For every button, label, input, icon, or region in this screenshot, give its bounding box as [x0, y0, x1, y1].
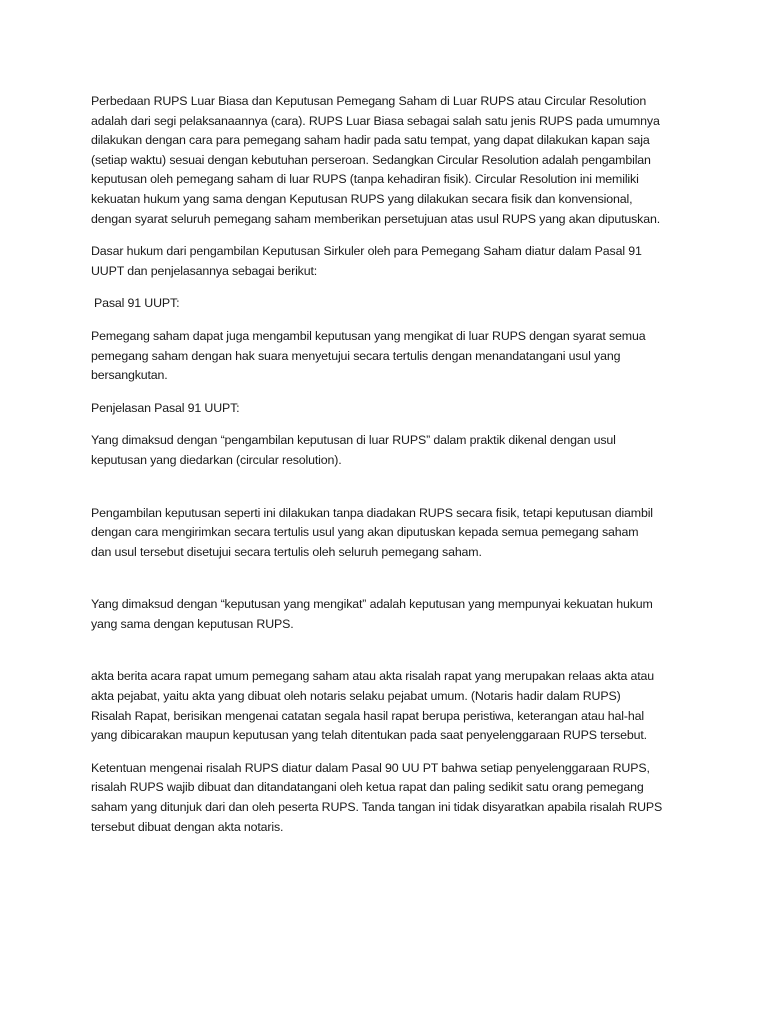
paragraph-decision-process: Pengambilan keputusan seperti ini dilakukan tanpa diadakan RUPS secara fisik, tetapi keputusan diambil dengan cara mengirimkan secara tertulis usul yang akan diputuskan kepada semua pemegang saham dan usul tersebut disetujui secara tertulis oleh seluruh pemegang saham.	[91, 505, 653, 559]
paragraph-spacer	[91, 746, 676, 759]
paragraph-spacer	[91, 418, 676, 431]
document-body	[91, 92, 676, 837]
heading-pasal-91: Pasal 91 UUPT:	[94, 296, 180, 311]
paragraph-pasal-91-text: Pemegang saham dapat juga mengambil keputusan yang mengikat di luar RUPS dengan syarat semua pemegang saham dengan hak suara menyetujui secara tertulis dengan menandatangani usul yang bersangkutan.	[91, 328, 646, 383]
heading-penjelasan-pasal-91: Penjelasan Pasal 91 UUPT:	[91, 400, 240, 415]
paragraph-spacer	[91, 386, 676, 399]
paragraph-spacer	[91, 281, 676, 294]
paragraph-rups-vs-circular-resolution: Perbedaan RUPS Luar Biasa dan Keputusan Pemegang Saham di Luar RUPS atau Circular Resolution adalah dari segi pelaksanaannya (cara). RUPS Luar Biasa sebagai salah satu jenis RUPS pada umumnya dilakukan dengan cara para pemegang saham hadir pada satu tempat, yang dapat dilakukan kapan saja (setiap waktu) sesuai dengan kebutuhan perseroan. Sedangkan Circular Resolution adalah pengambilan keputusan oleh pemegang saham di luar RUPS (tanpa kehadiran fisik). Circular Resolution ini memiliki kekuatan hukum yang sama dengan Keputusan RUPS yang dilakukan secara fisik dan konvensional, dengan syarat seluruh pemegang saham memberikan persetujuan atas usul RUPS yang akan diputuskan.	[91, 94, 661, 226]
paragraph-spacer	[91, 634, 676, 667]
paragraph-spacer	[91, 471, 676, 504]
paragraph-circular-resolution-definition: Yang dimaksud dengan “pengambilan keputusan di luar RUPS” dalam praktik dikenal dengan usul keputusan yang diedarkan (circular resolution).	[91, 433, 616, 467]
paragraph-ketentuan-risalah: Ketentuan mengenai risalah RUPS diatur dalam Pasal 90 UU PT bahwa setiap penyelenggaraan RUPS, risalah RUPS wajib dibuat dan ditandatangani oleh ketua rapat dan paling sedikit satu orang pemegang saham yang ditunjuk dari dan oleh peserta RUPS. Tanda tangan ini tidak disyaratkan apabila risalah RUPS tersebut dibuat dengan akta notaris.	[91, 760, 663, 834]
paragraph-spacer	[91, 229, 676, 242]
paragraph-spacer	[91, 562, 676, 595]
paragraph-akta-risalah: akta berita acara rapat umum pemegang saham atau akta risalah rapat yang merupakan relaas akta atau akta pejabat, yaitu akta yang dibuat oleh notaris selaku pejabat umum. (Notaris hadir dalam RUPS) Risalah Rapat, berisikan mengenai catatan segala hasil rapat berupa peristiwa, keterangan atau hal-hal yang dibicarakan maupun keputusan yang telah ditentukan pada saat penyelenggaraan RUPS tersebut.	[91, 669, 655, 743]
paragraph-legal-basis: Dasar hukum dari pengambilan Keputusan Sirkuler oleh para Pemegang Saham diatur dalam Pasal 91 UUPT dan penjelasannya sebagai berikut:	[91, 244, 642, 278]
paragraph-binding-decision: Yang dimaksud dengan “keputusan yang mengikat” adalah keputusan yang mempunyai kekuatan hukum yang sama dengan keputusan RUPS.	[91, 597, 653, 631]
paragraph-spacer	[91, 314, 676, 327]
